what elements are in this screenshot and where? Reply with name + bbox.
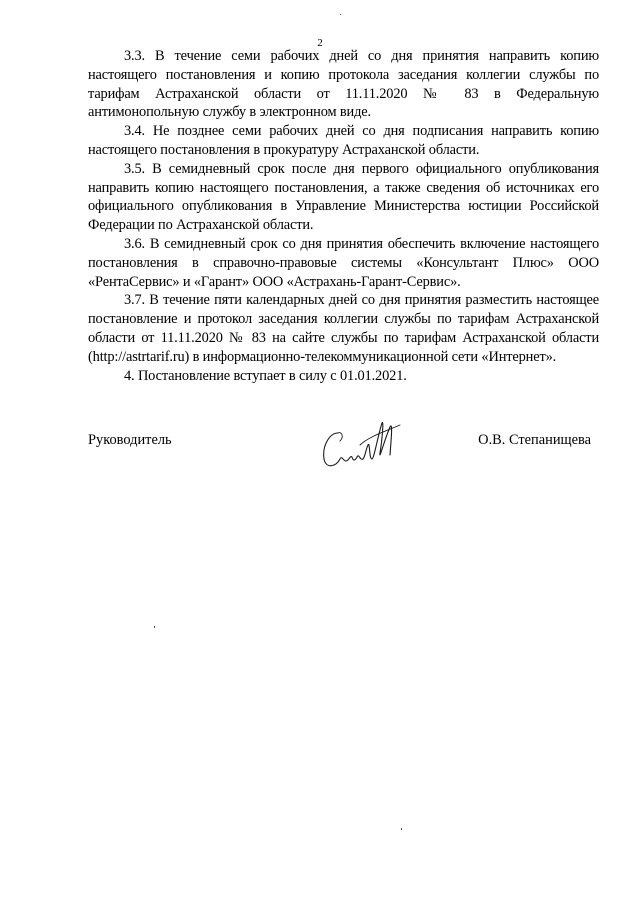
document-body [88, 47, 599, 385]
signatory-title: Руководитель [88, 432, 172, 448]
scan-speck [340, 14, 341, 15]
signatory-name: О.В. Степанищева [478, 432, 591, 448]
paragraph-3-4: 3.4. Не позднее семи рабочих дней со дня подписания направить копию настоящего постановления в прокуратуру Астраханской области. [88, 123, 599, 158]
page-number: 2 [317, 37, 323, 49]
paragraph-4: 4. Постановление вступает в силу с 01.01.2021. [124, 367, 407, 384]
signature-block [88, 421, 599, 481]
handwritten-signature [316, 415, 406, 477]
scan-speck [401, 828, 402, 830]
paragraph-3-5: 3.5. В семидневный срок после дня первого официального опубликования направить копию настоящего постановления, а также сведения об источниках его официального опубликования в Управление Министерства юстиции Российской Федерации по Астраханской области. [88, 160, 599, 234]
scan-speck [154, 626, 155, 628]
paragraph-3-3: 3.3. В течение семи рабочих дней со дня принятия направить копию настоящего постановления и копию протокола заседания коллегии службы по тарифам Астраханской области от 11.11.2020 № 83 в Федеральную антимонопольную службу в электронном виде. [88, 48, 599, 121]
paragraph-3-7: 3.7. В течение пяти календарных дней со дня принятия разместить настоящее постановление и протокол заседания коллегии службы по тарифам Астраханской области от 11.11.2020 № 83 на сайте службы по тарифам Астраханской области (http://astrtarif.ru) в информационно-телекоммуникационной сети «Интернет». [88, 292, 599, 365]
paragraph-3-6: 3.6. В семидневный срок со дня принятия обеспечить включение настоящего постановления в справочно-правовые системы «Консультант Плюс» ООО «РентаСервис» и «Гарант» ООО «Астрахань-Гарант-Сервис». [88, 235, 599, 290]
